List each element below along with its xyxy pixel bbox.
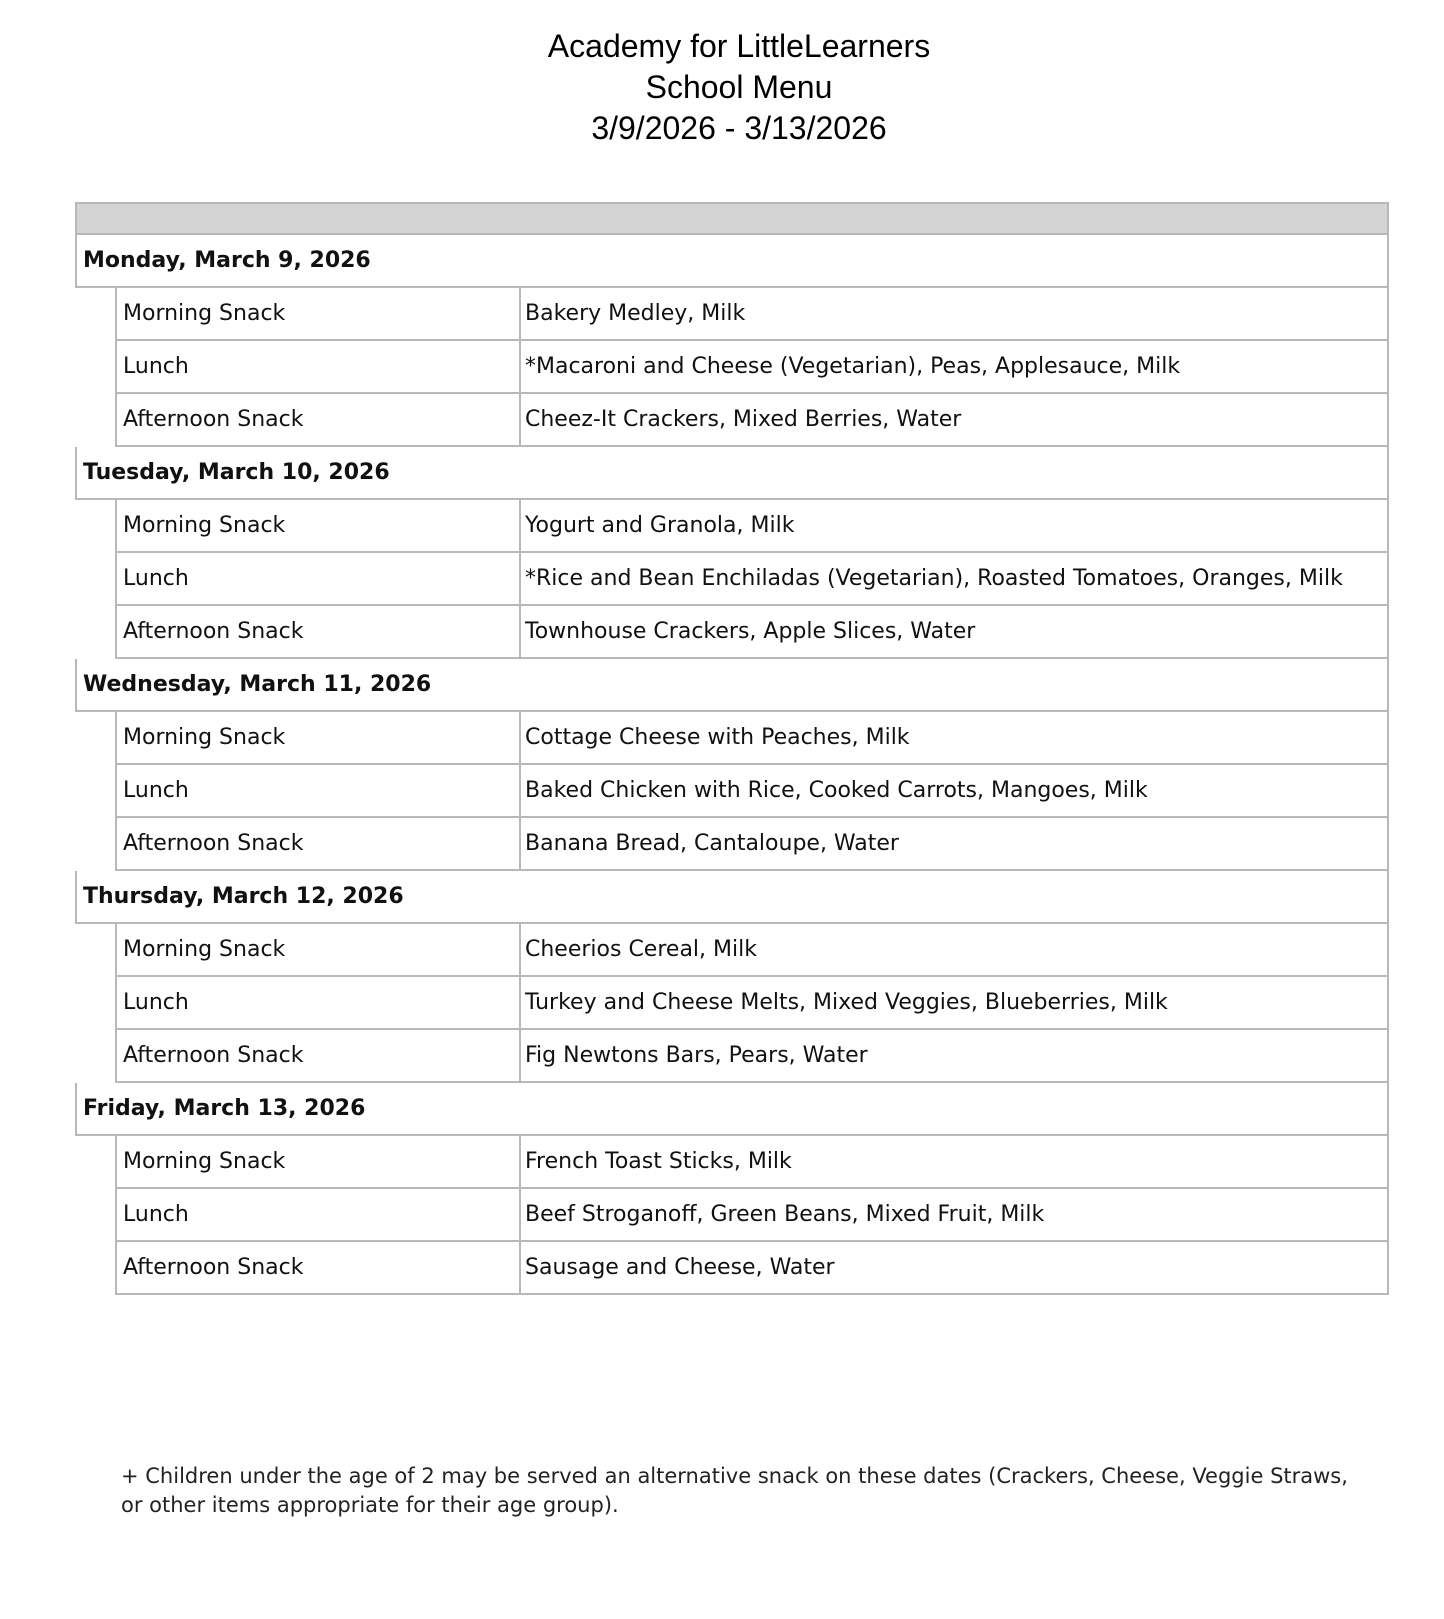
meal-label: Morning Snack xyxy=(117,500,521,551)
table-row xyxy=(115,394,1389,447)
meal-label: Morning Snack xyxy=(117,924,521,975)
meal-items: Fig Newtons Bars, Pears, Water xyxy=(525,1043,868,1068)
meal-label: Afternoon Snack xyxy=(117,818,521,869)
day-heading-monday: Monday, March 9, 2026 xyxy=(75,235,1389,288)
table-row xyxy=(115,765,1389,818)
table-row xyxy=(115,1136,1389,1189)
table-row xyxy=(115,553,1389,606)
meal-label: Lunch xyxy=(117,341,521,392)
document-header xyxy=(0,26,1444,149)
meal-label: Lunch xyxy=(117,1189,521,1240)
meal-label: Afternoon Snack xyxy=(117,1242,521,1293)
meal-label: Morning Snack xyxy=(117,1136,521,1187)
meal-items: Yogurt and Granola, Milk xyxy=(525,513,795,538)
table-row xyxy=(115,818,1389,871)
document-title: School Menu xyxy=(645,69,833,105)
meal-label: Lunch xyxy=(117,977,521,1028)
table-header-bar xyxy=(75,202,1389,235)
table-row xyxy=(115,288,1389,341)
table-row xyxy=(115,924,1389,977)
table-row xyxy=(115,1242,1389,1295)
meal-items: Baked Chicken with Rice, Cooked Carrots, Mangoes, Milk xyxy=(525,778,1148,803)
table-row xyxy=(115,977,1389,1030)
table-row xyxy=(115,1030,1389,1083)
meal-items: French Toast Sticks, Milk xyxy=(525,1149,792,1174)
meal-label: Lunch xyxy=(117,765,521,816)
meal-items: Banana Bread, Cantaloupe, Water xyxy=(525,831,899,856)
table-row xyxy=(115,1189,1389,1242)
day-heading-friday: Friday, March 13, 2026 xyxy=(75,1083,1389,1136)
day-heading-thursday: Thursday, March 12, 2026 xyxy=(75,871,1389,924)
meal-label: Afternoon Snack xyxy=(117,606,521,657)
footnote: + Children under the age of 2 may be served an alternative snack on these dates (Crackers, Cheese, Veggie Straws, or other items appropriate for their age group). xyxy=(121,1464,1348,1517)
meal-label: Afternoon Snack xyxy=(117,1030,521,1081)
meal-items: Bakery Medley, Milk xyxy=(525,301,746,326)
day-heading-wednesday: Wednesday, March 11, 2026 xyxy=(75,659,1389,712)
meal-label: Afternoon Snack xyxy=(117,394,521,445)
school-name: Academy for LittleLearners xyxy=(547,28,931,64)
meal-label: Morning Snack xyxy=(117,712,521,763)
meal-label: Morning Snack xyxy=(117,288,521,339)
table-row xyxy=(115,712,1389,765)
table-row xyxy=(115,500,1389,553)
meal-items: Cottage Cheese with Peaches, Milk xyxy=(525,725,910,750)
menu-table xyxy=(75,202,1389,1295)
table-row xyxy=(115,606,1389,659)
meal-items: Beef Stroganoff, Green Beans, Mixed Fruit, Milk xyxy=(525,1202,1045,1227)
meal-items: Cheerios Cereal, Milk xyxy=(525,937,757,962)
table-row xyxy=(115,341,1389,394)
meal-items: Cheez-It Crackers, Mixed Berries, Water xyxy=(525,407,962,432)
meal-items: Sausage and Cheese, Water xyxy=(525,1255,835,1280)
date-range: 3/9/2026 - 3/13/2026 xyxy=(591,110,887,146)
meal-label: Lunch xyxy=(117,553,521,604)
day-heading-tuesday: Tuesday, March 10, 2026 xyxy=(75,447,1389,500)
meal-items: Turkey and Cheese Melts, Mixed Veggies, Blueberries, Milk xyxy=(525,990,1168,1015)
meal-items: Townhouse Crackers, Apple Slices, Water xyxy=(525,619,976,644)
meal-items: *Rice and Bean Enchiladas (Vegetarian), Roasted Tomatoes, Oranges, Milk xyxy=(525,566,1343,591)
meal-items: *Macaroni and Cheese (Vegetarian), Peas, Applesauce, Milk xyxy=(525,354,1181,379)
